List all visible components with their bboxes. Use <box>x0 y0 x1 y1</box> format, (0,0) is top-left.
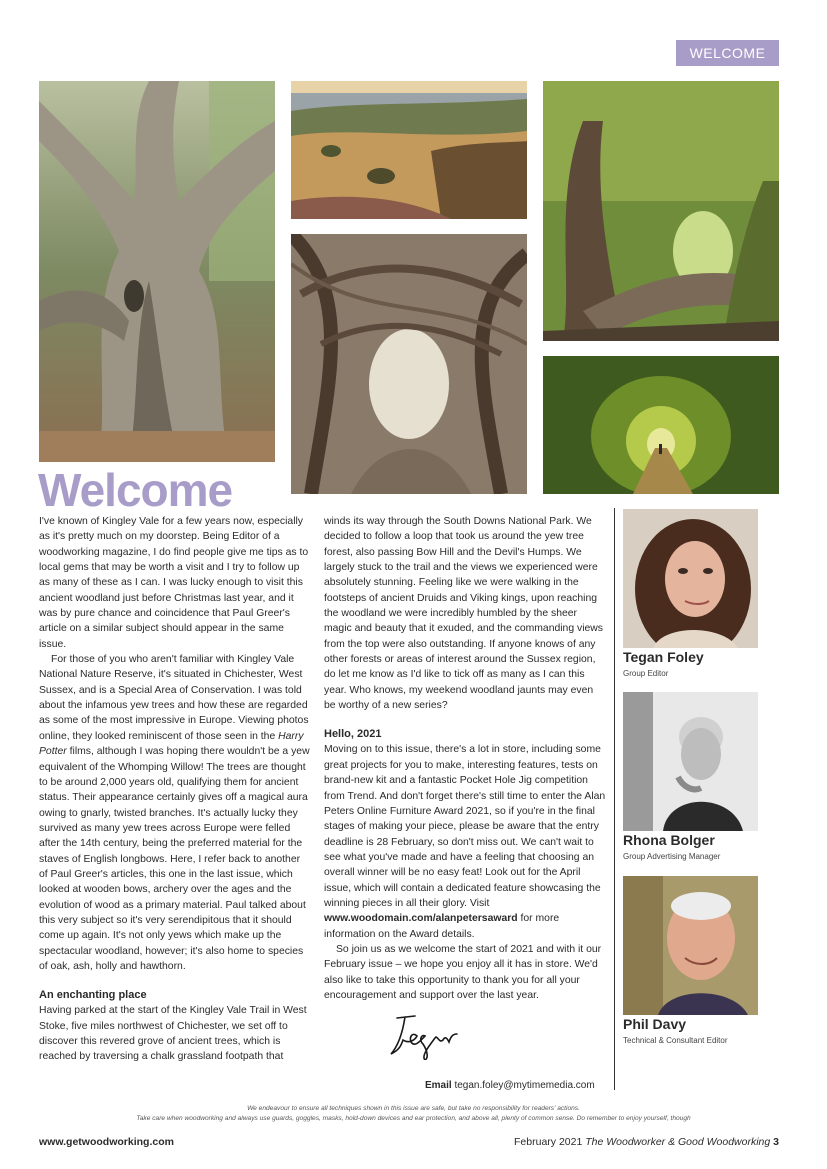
twisted-branches-photo <box>291 234 527 494</box>
page-title: Welcome <box>38 464 233 516</box>
staff-name: Rhona Bolger <box>623 832 715 848</box>
email-line: Email tegan.foley@mytimemedia.com <box>425 1080 595 1091</box>
article-column-1 <box>39 514 311 1065</box>
footer-website[interactable]: www.getwoodworking.com <box>39 1136 174 1148</box>
paragraph: Having parked at the start of the Kingley Vale Trail in West Stoke, five miles northwest of Chichester, we set off to discover this revered grove of ancient trees, which is reached by traversing a chalk grassland footpath that <box>39 1005 307 1063</box>
footer-issue: February 2021 The Woodworker & Good Woodworking 3 <box>514 1136 779 1148</box>
landscape-photo <box>291 81 527 219</box>
mossy-trees-photo <box>543 81 779 341</box>
staff-name: Phil Davy <box>623 1016 687 1032</box>
paragraph: winds its way through the South Downs National Park. We decided to follow a loop that took us around the yew tree forest, also passing Bow Hill and the Devil's Humps. We largely stuck to the trail and the views we experienced were absolutely stunning. Feeling like we were walking in the footsteps of ancient Druids and Viking kings, upon reaching the woodland we were incredibly humbled by the sheer magic and beauty that it exuded, and the commanding views from the top were also outstanding. If anyone knows of any other forests or areas of interest around the Sussex region, do let me know as I'd like to tick off as many as I can this year. Who knows, my weekend woodland jaunts may even be worthy of a new series? <box>324 516 603 712</box>
column-divider <box>614 508 615 1090</box>
yew-trunk-photo <box>39 81 275 462</box>
avatar <box>623 692 758 831</box>
section-heading: An enchanting place <box>39 989 147 1002</box>
signature <box>385 1010 465 1060</box>
avatar <box>623 876 758 1015</box>
staff-role: Group Editor <box>623 669 669 678</box>
paragraph: For those of you who aren't familiar with Kingley Vale National Nature Reserve, it's situated in Chichester, West Sussex, and is a Special Area of Conservation. I was told about the infamous yew trees and how these are regarded as some of the most impressive in Europe. Viewing photos online, they looked reminiscent of those seen in the Harry Potter films, although I was hoping there wouldn't be a yew equivalent of the Whomping Willow! The trees are thought to be around 2,000 years old, qualifying them for ancient status. Their appearance certainly gives off a magical aura owing to gnarly, twisted branches. It's actually lucky they survived as many yew trees across Europe were felled after the 14th century, being the preferred material for the staves of English longbows. Here, I refer back to another of Paul Greer's articles, this one in the last issue, which looked at wooden bows, archery over the ages and the evolution of wood as a primary material. Paul talked about this very subject so it's very serendipitous that it should come up again. It's not only yews which make up the spectacular woodland, however; it's also home to species of oak, ash, holly and hawthorn. <box>39 654 310 972</box>
avatar <box>623 509 758 648</box>
disclaimer: We endeavour to ensure all techniques shown in this issue are safe, but take no responsibility for readers' actions. Take care when woodworking and always use guards, goggles, masks, hold-down devices and ear protection, and above all, plenty of common sense. Do remember to enjoy yourself, though <box>136 1105 691 1122</box>
article-column-2 <box>324 514 606 1003</box>
tree-tunnel-photo <box>543 356 779 494</box>
staff-role: Group Advertising Manager <box>623 852 721 861</box>
section-tag: WELCOME <box>676 40 779 66</box>
section-heading: Hello, 2021 <box>324 728 382 741</box>
paragraph: I've known of Kingley Vale for a few years now, especially as it's pretty much on my doorstep. Being Editor of a woodworking magazine, I do find people give me tips as to local gems that may be worth a visit and I try to follow up as many of these as I can. I was lucky enough to visit this ancient woodland just before Christmas last year, and it was by pure chance and coincidence that Paul Greer's article on a similar subject should appear in the same issue. <box>39 516 309 650</box>
staff-name: Tegan Foley <box>623 649 704 665</box>
email-address[interactable]: tegan.foley@mytimemedia.com <box>454 1080 595 1091</box>
paragraph: Moving on to this issue, there's a lot in store, including some great projects for you to make, interesting features, tests on brand-new kit and a fantastic Pocket Hole Jig competition from Trend. And don't forget there's still time to enter the Alan Peters Online Furniture Award 2021, so if you're in the final stages of making your piece, please be aware that the entry deadline is 28 February, so don't miss out. We can't wait to see what you've made and have a feeling that choosing an overall winner will be no easy feat! Look out for the April issue, which will contain a dedicated feature showcasing the winning pieces in all their glory. Visit www.woodomain.com/alanpetersaward for more information on the Award details. <box>324 744 606 940</box>
staff-role: Technical & Consultant Editor <box>623 1036 728 1045</box>
page-number: 3 <box>773 1136 779 1148</box>
award-link[interactable]: www.woodomain.com/alanpetersaward <box>324 913 518 925</box>
paragraph: So join us as we welcome the start of 2021 and with it our February issue – we hope you enjoy all it has in store. We'd also like to take this opportunity to thank you for all your encouragement and support over the last year. <box>324 943 602 1001</box>
